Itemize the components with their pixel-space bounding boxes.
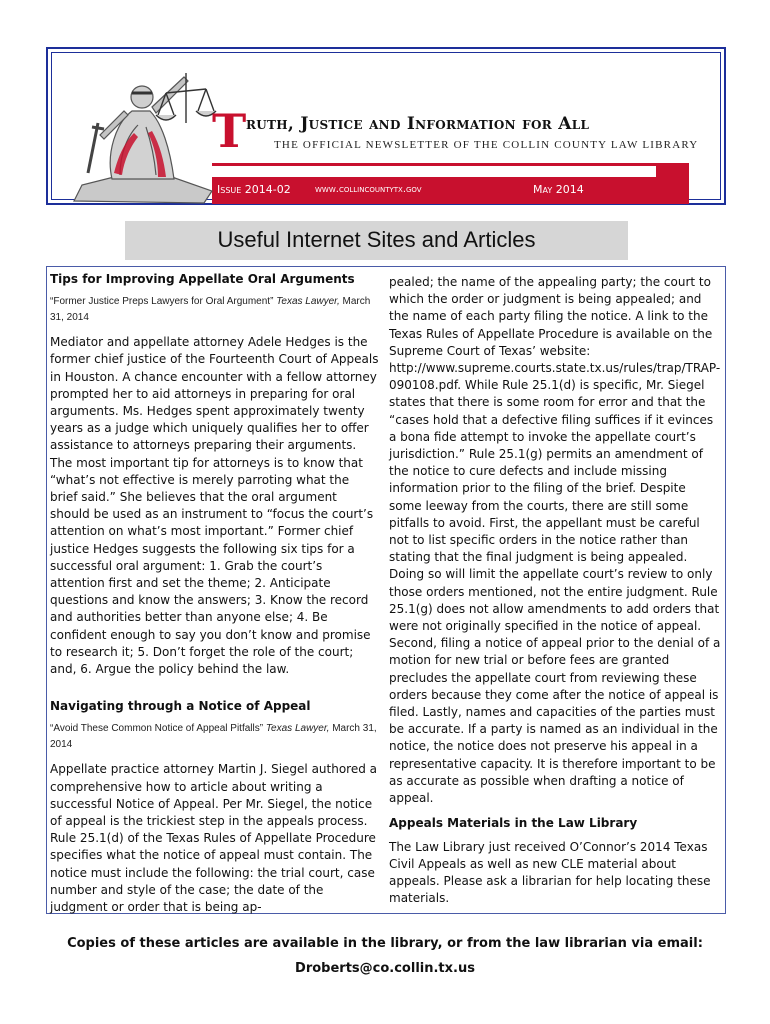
lady-justice-statue <box>54 53 229 208</box>
left-column <box>50 271 380 916</box>
section-gap <box>389 807 722 815</box>
page-title: Useful Internet Sites and Articles <box>217 227 536 252</box>
masthead-title-initial: T <box>212 104 247 158</box>
issue-number: Issue 2014-02 <box>217 183 291 196</box>
citation-date: March 31, 2014 <box>50 296 371 324</box>
contact-email[interactable]: Droberts@co.collin.tx.us <box>295 961 475 976</box>
issue-date: May 2014 <box>533 183 584 196</box>
citation-quote: “Former Justice Preps Lawyers for Oral Argument” <box>50 296 274 308</box>
footer-note <box>60 931 710 981</box>
citation-date: March 31, 2014 <box>50 723 377 751</box>
masthead-red-rule <box>212 163 689 166</box>
masthead-subtitle: THE OFFICIAL NEWSLETTER OF THE COLLIN COUNTY LAW LIBRARY <box>274 139 699 151</box>
website-link[interactable]: www.collincountytx.gov <box>315 184 422 195</box>
article-body: The Law Library just received O’Connor’s 2014 Texas Civil Appeals as well as new CLE material about appeals. Please ask a librarian for help locating these materials. <box>389 839 711 906</box>
article-citation <box>50 294 380 326</box>
article-body-continued: pealed; the name of the appealing party; the court to which the order or judgment is being appealed; and the name of each party filing the notice. A link to the Texas Rules of Appellate Procedure is available on the Supreme Court of Texas’ website: http://www.supreme.courts.state.tx.us/rules/trap/TRAP-090108.pdf. While Rule 25.1(d) is specific, Mr. Siegel states that there is some room for error and that the “cases hold that a defective filing suffices if it evinces a bona fide attempt to invoke the appellate court’s jurisdiction.” Rule 25.1(g) permits an amendment of the notice to cure defects and include missing information prior to the filing of the brief. Despite some leeway from the courts, there are still some pitfalls to avoid. First, the appellant must be careful not to list specific orders in the notice rather than stating that the final judgment is being appealed. Doing so will limit the appellate court’s review to only those orders mentioned, not the entire judgment. Rule 25.1(g) does not allow amendments to add orders that were not originally specified in the notice of appeal. Second, filing a notice of appeal prior to the denial of a motion for new trial or before fees are granted precludes the appellate court from reviewing these orders because they come after the notice of appeal is filed. Lastly, names and capacities of the parties must be accurate. If a party is named as an individual in the notice, the notice does not preserve his appeal in a representative capacity. It is therefore important to be as accurate as possible when drafting a notice of appeal. <box>389 275 721 806</box>
citation-quote: “Avoid These Common Notice of Appeal Pitfalls” <box>50 723 264 735</box>
article-body: Mediator and appellate attorney Adele Hedges is the former chief justice of the Fourteenth Court of Appeals in Houston. A chance encounter with a fellow attorney prompted her to aid attorneys in preparing for oral arguments. Ms. Hedges spent approximately twenty years as a judge which uniquely qualifies her to offer assistance to attorneys preparing their arguments. The most important tip for attorneys is to know that “what’s not effective is merely parroting what the brief said.” She believes that the oral argument should be used as an instrument to “focus the court’s attention on what’s most important.” Former chief justice Hedges suggests the following six tips for a successful oral argument: 1. Grab the court’s attention first and set the theme; 2. Anticipate questions and know the answers; 3. Know the record and authorities better than anyone else; 4. Be confident enough to say you don’t know and promise to research it; 5. Don’t forget the role of the court; and, 6. Argue the policy behind the law. <box>50 335 379 677</box>
section-gap <box>50 678 380 698</box>
citation-source: Texas Lawyer, <box>265 723 330 735</box>
article-citation <box>50 721 380 753</box>
headline-banner <box>125 221 628 260</box>
article-body: Appellate practice attorney Martin J. Siegel authored a comprehensive how to article about writing a successful Notice of Appeal. Per Mr. Siegel, the notice of appeal is the trickiest step in the appeals process. Rule 25.1(d) of the Texas Rules of Appellate Procedure specifies what the notice of appeal must contain. The notice must include the following: the trial court, case number and style of the case; the date of the judgment or order that is being ap- <box>50 762 378 915</box>
article-title: Appeals Materials in the Law Library <box>389 816 638 831</box>
masthead-title: ruth, Justice and Information for All <box>246 114 590 134</box>
right-column <box>389 274 722 907</box>
footer-text: Copies of these articles are available in the library, or from the law librarian via email: <box>67 936 703 951</box>
article-title: Navigating through a Notice of Appeal <box>50 699 311 714</box>
citation-source: Texas Lawyer, <box>276 296 340 308</box>
article-title: Tips for Improving Appellate Oral Arguments <box>50 272 355 286</box>
